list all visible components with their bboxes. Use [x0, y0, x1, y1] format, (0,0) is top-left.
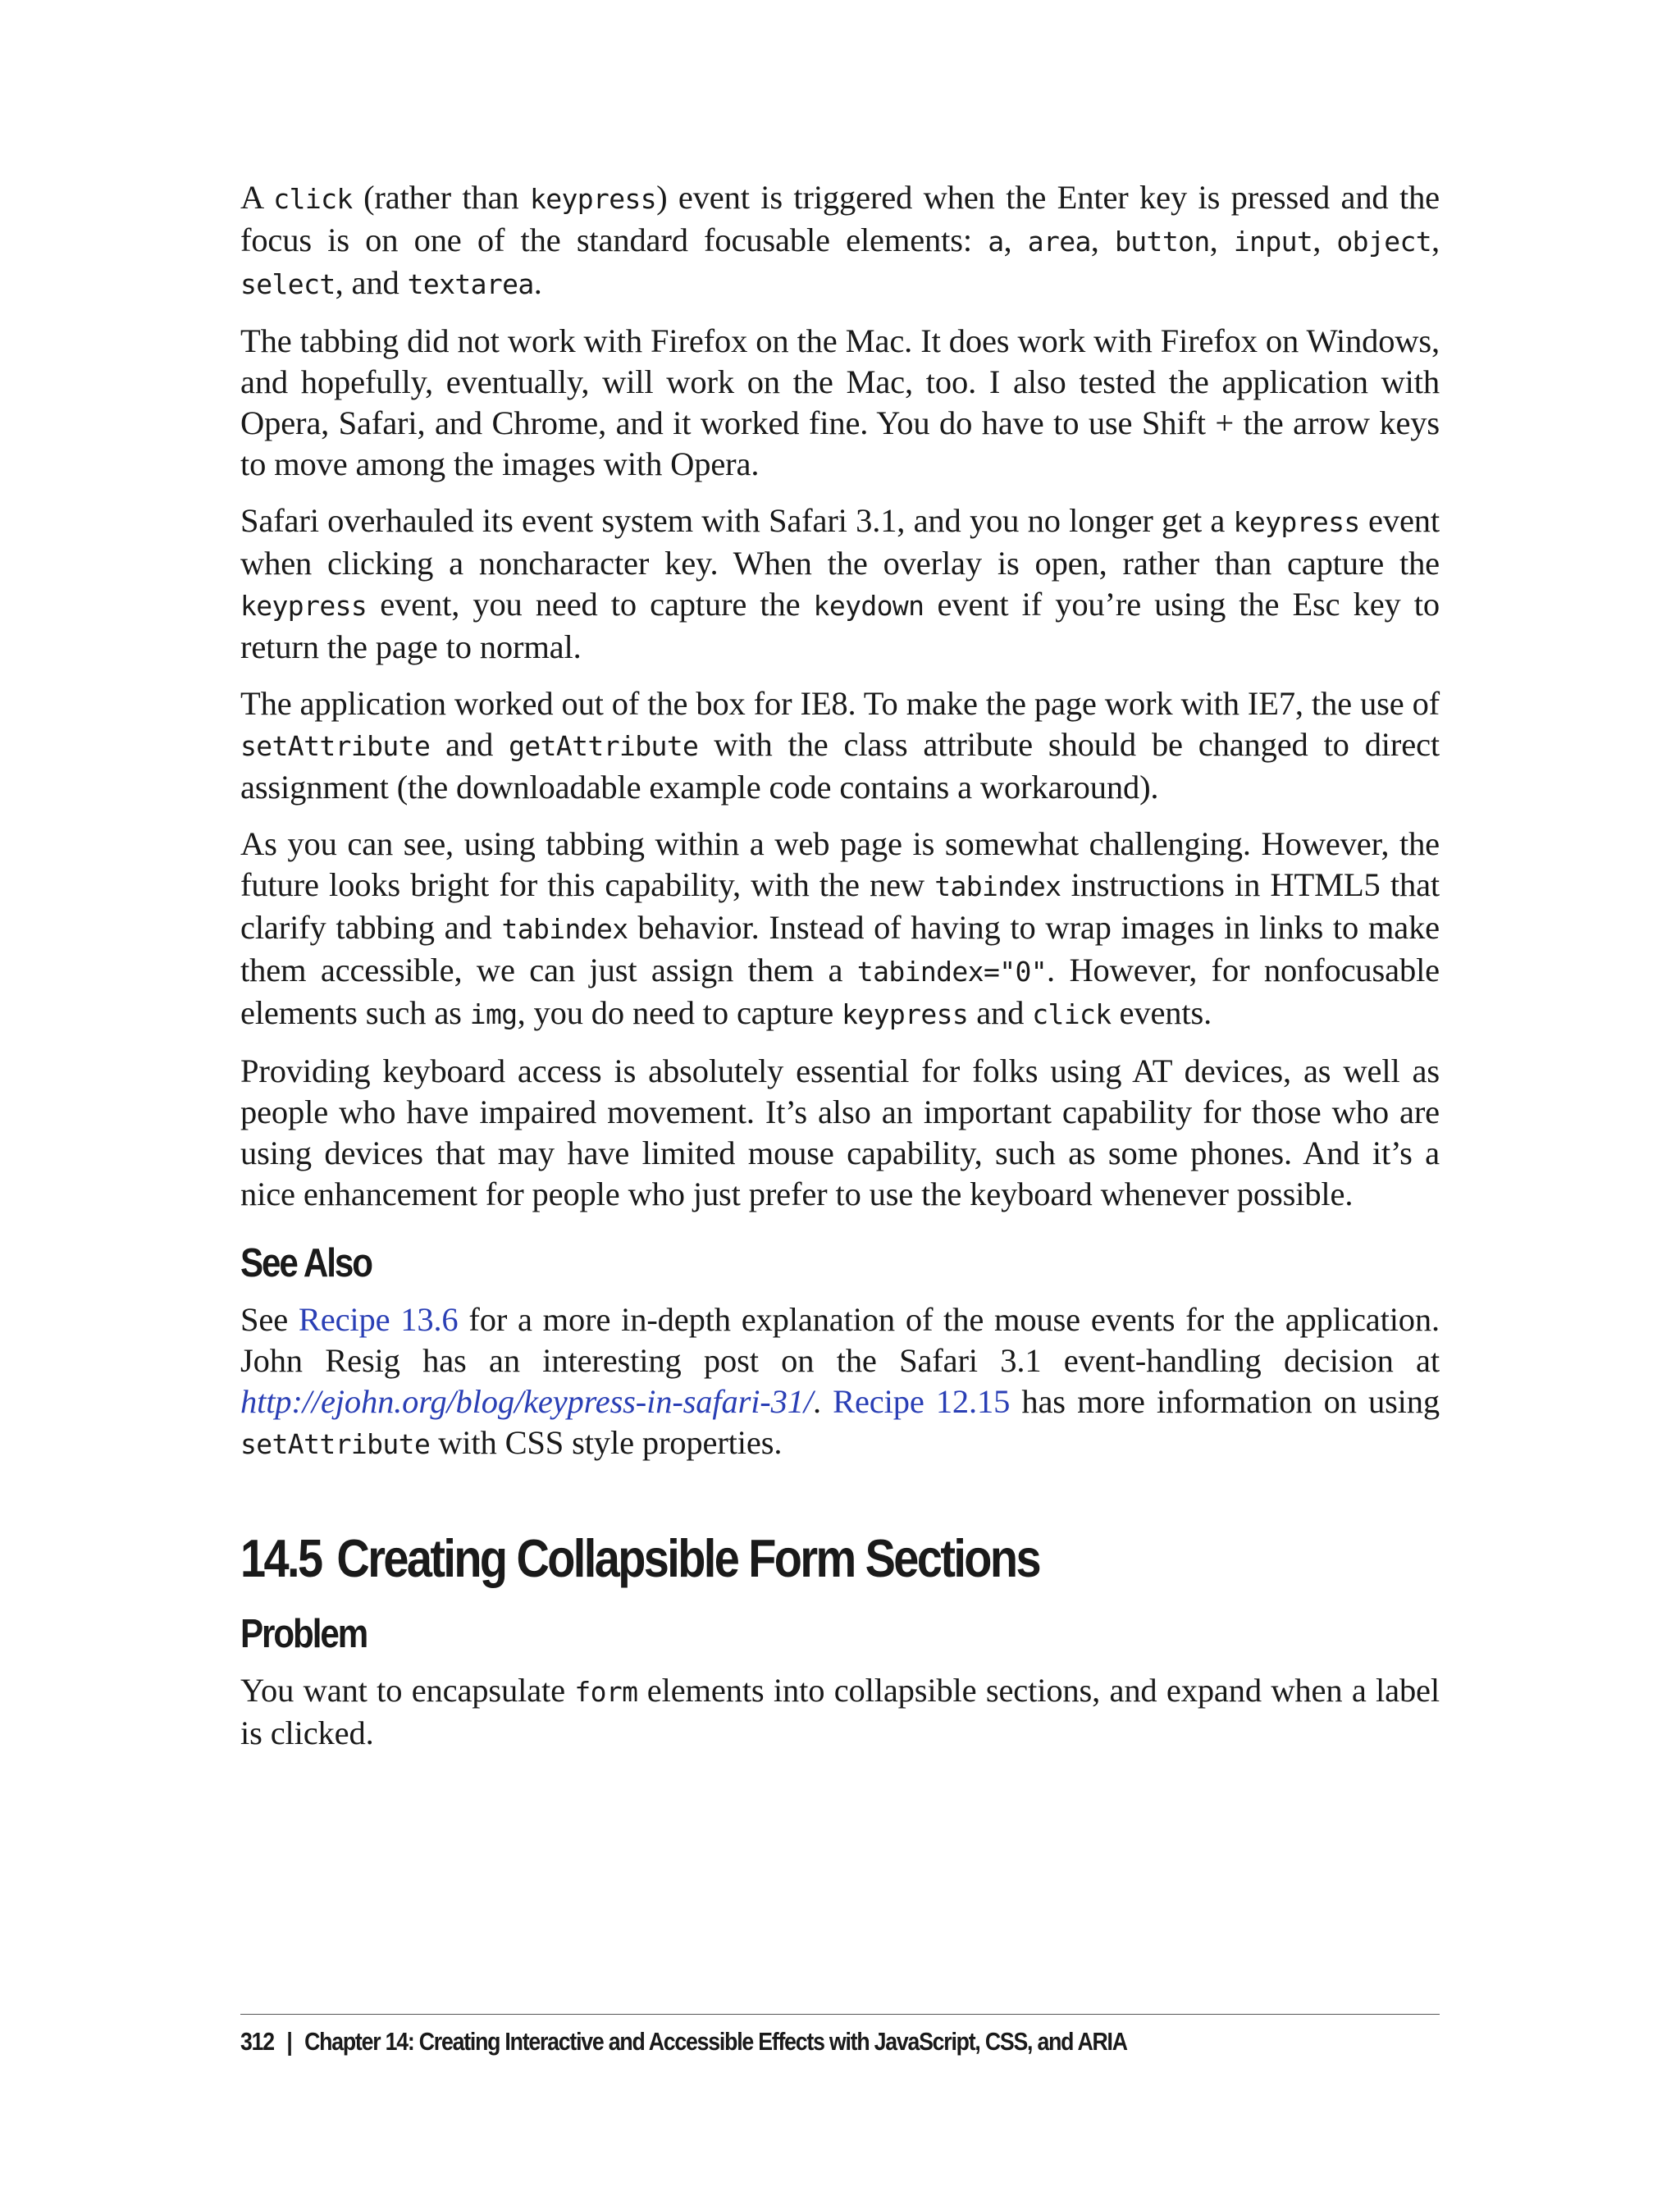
- text: The tabbing did not work with Firefox on the Mac. It does work with Firefox on Windows, and hopefully, eventually, will work on the Mac, too. I also tested the application with Opera, Safari, and Chrome, and it worked fine. You do have to use Shift + the arrow keys to move among the images with Opera.: [240, 322, 1440, 482]
- text: ) event is triggered when the Enter key is pressed and the focus is on one of the standard focusable elements:: [240, 179, 1440, 258]
- paragraph-safari-events: [240, 500, 1440, 668]
- text: elements into collapsible sections, and expand when a label is clicked.: [240, 1672, 1440, 1751]
- code-getattribute: getAttribute: [509, 730, 699, 762]
- code-img: img: [469, 998, 518, 1030]
- text: with the class attribute should be changed to direct assignment (the downloadable example code contains a workaround).: [240, 726, 1440, 806]
- text: .: [533, 264, 542, 301]
- paragraph-problem: [240, 1670, 1440, 1754]
- paragraph-ie-support: [240, 683, 1440, 808]
- paragraph-see-also: [240, 1299, 1440, 1465]
- text: The application worked out of the box for IE8. To make the page work with IE7, the use of: [240, 685, 1440, 722]
- text: ,: [1312, 221, 1337, 258]
- paragraph-keyboard-access: [240, 1051, 1440, 1215]
- section-heading: [240, 1526, 1271, 1591]
- text: for a more in-depth explanation of the mouse events for the application. John Resig has an interesting post on the Safari 3.1 event-handling decision at: [240, 1301, 1440, 1379]
- text: behavior. Instead of having to wrap images in links to make them accessible, we can just assign them a: [240, 909, 1440, 988]
- text: event if you’re using the Esc key to return the page to normal.: [240, 586, 1440, 665]
- code-input: input: [1233, 226, 1313, 258]
- code-click: click: [273, 183, 353, 215]
- code-setattribute: setAttribute: [240, 1428, 431, 1460]
- paragraph-click-event: [240, 177, 1440, 305]
- text: You want to encapsulate: [240, 1672, 575, 1709]
- paragraph-tabindex: [240, 824, 1440, 1035]
- ejohn-blog-link[interactable]: http://ejohn.org/blog/keypress-in-safari-31/: [240, 1383, 813, 1420]
- text: ,: [1431, 221, 1440, 258]
- text: and: [430, 726, 509, 763]
- code-object: object: [1336, 226, 1432, 258]
- code-tabindex: tabindex: [934, 870, 1061, 902]
- text: and: [968, 994, 1033, 1031]
- text: ,: [1003, 221, 1028, 258]
- section-title: Creating Collapsible Form Sections: [336, 1528, 1039, 1588]
- code-click: click: [1032, 998, 1112, 1030]
- section-number: 14.5: [240, 1528, 322, 1588]
- problem-heading: Problem: [240, 1612, 368, 1656]
- text: instructions in HTML5 that clarify tabbing and: [240, 866, 1440, 946]
- recipe-12-15-link[interactable]: Recipe 12.15: [833, 1383, 1011, 1420]
- footer-divider: [240, 2014, 1440, 2015]
- text: A: [240, 179, 274, 216]
- text: ,: [1090, 221, 1116, 258]
- text: with CSS style properties.: [430, 1424, 783, 1461]
- code-keypress: keypress: [529, 183, 657, 215]
- code-a: a: [988, 226, 1004, 258]
- recipe-13-6-link[interactable]: Recipe 13.6: [298, 1301, 459, 1338]
- text: event when clicking a noncharacter key. When the overlay is open, rather than capture the: [240, 502, 1440, 582]
- page-number: 312: [240, 2027, 274, 2056]
- page-footer: [240, 2021, 1127, 2062]
- code-keypress: keypress: [1233, 506, 1360, 538]
- code-keydown: keydown: [813, 590, 924, 622]
- code-keypress: keypress: [842, 998, 969, 1030]
- code-area: area: [1027, 226, 1091, 258]
- text: See: [240, 1301, 299, 1338]
- text: events.: [1111, 994, 1212, 1031]
- code-tabindex-zero: tabindex="0": [856, 956, 1048, 988]
- code-textarea: textarea: [407, 268, 534, 300]
- paragraph-tabbing-browsers: [240, 321, 1440, 485]
- code-form: form: [574, 1676, 638, 1708]
- text: (rather than: [352, 179, 530, 216]
- chapter-title: Chapter 14: Creating Interactive and Accessible Effects with JavaScript, CSS, and ARIA: [304, 2027, 1127, 2056]
- page-content: [240, 177, 1440, 1769]
- text: As you can see, using tabbing within a web page is somewhat challenging. However, the future looks bright for this capability, with the new: [240, 825, 1440, 903]
- text: Safari overhauled its event system with Safari 3.1, and you no longer get a: [240, 502, 1234, 539]
- text: ,: [1209, 221, 1234, 258]
- code-button: button: [1115, 226, 1210, 258]
- see-also-heading: See Also: [240, 1241, 372, 1285]
- text: . However, for nonfocusable elements such as: [240, 952, 1440, 1031]
- footer-separator: |: [286, 2027, 292, 2056]
- code-setattribute: setAttribute: [240, 730, 431, 762]
- code-select: select: [240, 268, 336, 300]
- text: event, you need to capture the: [367, 586, 814, 623]
- text: , you do need to capture: [517, 994, 842, 1031]
- code-keypress: keypress: [240, 590, 368, 622]
- text: .: [812, 1383, 833, 1420]
- text: has more information on using: [1010, 1383, 1440, 1420]
- text: Providing keyboard access is absolutely essential for folks using AT devices, as well as people who have impaired movement. It’s also an important capability for those who are using devices that may have limited mouse capability, such as some phones. And it’s a nice enhancement for people who just prefer to use the keyboard whenever possible.: [240, 1052, 1440, 1212]
- code-tabindex: tabindex: [501, 913, 628, 945]
- text: , and: [335, 264, 408, 301]
